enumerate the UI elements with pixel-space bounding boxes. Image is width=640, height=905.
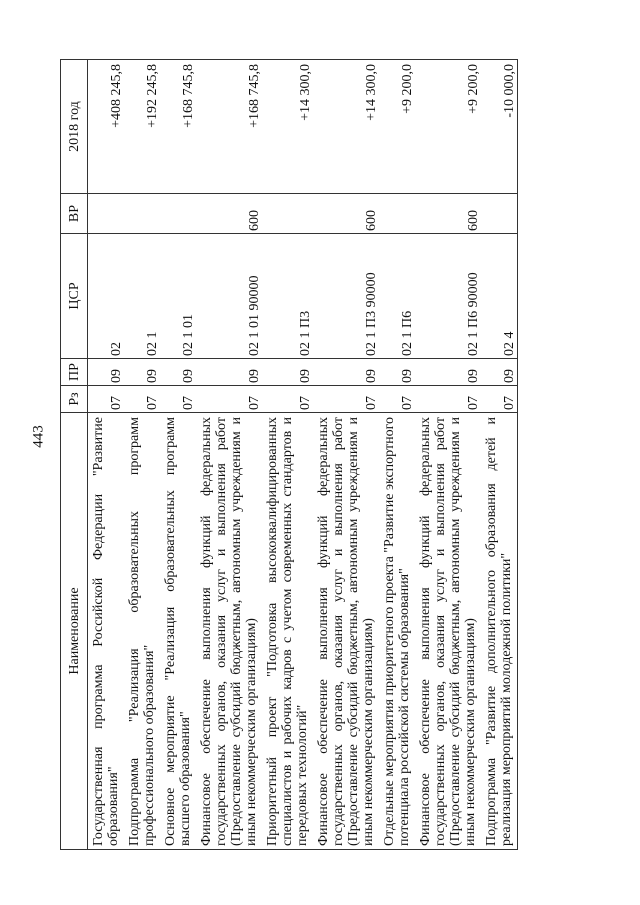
row-pr <box>196 359 262 386</box>
row-csr <box>262 234 313 359</box>
header-rz: Рз <box>61 386 88 413</box>
row-name-text: Финансовое обеспечение выполнения функций федеральных государственных органов, оказания услуг и выполнения работ (Предоставление субсидий бюджетным, автономным учреждениям и иным некоммерческим организациям) <box>316 417 376 846</box>
row-rz <box>415 386 481 413</box>
row-rz <box>124 386 160 413</box>
row-csr <box>379 234 415 359</box>
row-rz <box>481 386 518 413</box>
header-vr: ВР <box>61 194 88 234</box>
table-row <box>160 60 196 850</box>
row-csr-text: 02 1 П6 90000 <box>466 272 481 356</box>
budget-table-container <box>60 60 600 850</box>
table-row <box>415 60 481 850</box>
row-amount <box>481 60 518 194</box>
row-name <box>481 413 518 850</box>
row-vr-text: 600 <box>466 210 481 231</box>
row-name-text: Подпрограмма "Реализация образовательных программ профессионального образования" <box>127 417 157 846</box>
row-pr-text: 09 <box>181 369 196 383</box>
header-csr: ЦСР <box>61 234 88 359</box>
row-vr <box>379 194 415 234</box>
row-amount <box>262 60 313 194</box>
row-csr <box>124 234 160 359</box>
row-csr-text: 02 1 П6 <box>400 310 415 356</box>
row-rz <box>262 386 313 413</box>
row-pr <box>88 359 125 386</box>
table-row <box>88 60 125 850</box>
row-rz-text: 07 <box>181 396 196 410</box>
row-pr <box>313 359 379 386</box>
row-amount-text: +9 200,0 <box>400 64 415 114</box>
table-row <box>313 60 379 850</box>
row-pr-text: 09 <box>145 369 160 383</box>
row-name-text: Государственная программа Российской Федерации "Развитие образования" <box>91 417 121 846</box>
row-csr <box>415 234 481 359</box>
row-name <box>379 413 415 850</box>
table-row <box>379 60 415 850</box>
page-number: 443 <box>30 425 47 448</box>
row-amount-text: +9 200,0 <box>466 64 481 114</box>
header-pr: ПР <box>61 359 88 386</box>
row-csr-text: 02 1 <box>145 331 160 356</box>
row-vr <box>481 194 518 234</box>
row-vr <box>124 194 160 234</box>
row-amount-text: +408 245,8 <box>109 64 124 128</box>
row-name <box>262 413 313 850</box>
row-name <box>124 413 160 850</box>
row-csr-text: 02 <box>109 342 124 356</box>
row-pr <box>124 359 160 386</box>
row-pr <box>262 359 313 386</box>
row-rz-text: 07 <box>466 396 481 410</box>
row-amount-text: +168 745,8 <box>181 64 196 128</box>
row-csr-text: 02 1 П3 <box>298 310 313 356</box>
row-name <box>196 413 262 850</box>
table-row <box>262 60 313 850</box>
row-pr <box>481 359 518 386</box>
table-row <box>196 60 262 850</box>
table-header-row <box>61 60 88 850</box>
row-pr-text: 09 <box>247 369 262 383</box>
row-name-text: Финансовое обеспечение выполнения функций федеральных государственных органов, оказания услуг и выполнения работ (Предоставление субсидий бюджетным, автономным учреждениям и иным некоммерческим организациям) <box>418 417 478 846</box>
row-csr-text: 02 1 П3 90000 <box>364 272 379 356</box>
row-csr-text: 02 1 01 90000 <box>247 275 262 356</box>
row-name <box>415 413 481 850</box>
row-amount-text: +168 745,8 <box>247 64 262 128</box>
row-pr-text: 09 <box>364 369 379 383</box>
row-pr-text: 09 <box>502 369 517 383</box>
header-year: 2018 год <box>61 60 88 194</box>
row-csr <box>313 234 379 359</box>
row-amount <box>196 60 262 194</box>
row-name <box>160 413 196 850</box>
row-pr <box>379 359 415 386</box>
row-rz-text: 07 <box>109 396 124 410</box>
row-name-text: Отдельные мероприятия приоритетного проекта "Развитие экспортного потенциала российской системы образования" <box>382 417 412 846</box>
row-amount-text: +14 300,0 <box>364 64 379 121</box>
table-row <box>124 60 160 850</box>
row-vr-text: 600 <box>364 210 379 231</box>
row-pr-text: 09 <box>400 369 415 383</box>
row-name-text: Приоритетный проект "Подготовка высококвалифицированных специалистов и рабочих кадров с учетом современных стандартов и передовых технологий" <box>265 417 310 846</box>
row-pr <box>160 359 196 386</box>
row-csr <box>196 234 262 359</box>
budget-table <box>60 59 518 850</box>
row-pr-text: 09 <box>298 369 313 383</box>
row-pr-text: 09 <box>109 369 124 383</box>
row-rz-text: 07 <box>247 396 262 410</box>
row-name-text: Основное мероприятие "Реализация образовательных программ высшего образования" <box>163 417 193 846</box>
row-vr <box>88 194 125 234</box>
row-rz-text: 07 <box>145 396 160 410</box>
row-name-text: Подпрограмма "Развитие дополнительного образования детей и реализация мероприятий молодежной политики" <box>484 417 514 846</box>
row-csr-text: 02 1 01 <box>181 314 196 356</box>
row-vr <box>262 194 313 234</box>
row-vr <box>415 194 481 234</box>
row-vr-text: 600 <box>247 210 262 231</box>
row-rz <box>379 386 415 413</box>
row-rz-text: 07 <box>298 396 313 410</box>
row-rz <box>160 386 196 413</box>
row-name <box>313 413 379 850</box>
row-vr <box>196 194 262 234</box>
row-rz <box>196 386 262 413</box>
row-vr <box>313 194 379 234</box>
row-csr-text: 02 4 <box>502 331 517 356</box>
row-csr <box>88 234 125 359</box>
header-name: Наименование <box>61 413 88 850</box>
row-amount-text: +14 300,0 <box>298 64 313 121</box>
row-amount <box>88 60 125 194</box>
row-pr <box>415 359 481 386</box>
row-vr <box>160 194 196 234</box>
row-rz-text: 07 <box>364 396 379 410</box>
row-amount <box>313 60 379 194</box>
row-amount-text: +192 245,8 <box>145 64 160 128</box>
row-name-text: Финансовое обеспечение выполнения функций федеральных государственных органов, оказания услуг и выполнения работ (Предоставление субсидий бюджетным, автономным учреждениям и иным некоммерческим организациям) <box>199 417 259 846</box>
row-amount <box>124 60 160 194</box>
row-rz <box>313 386 379 413</box>
row-csr <box>481 234 518 359</box>
row-amount <box>379 60 415 194</box>
table-row <box>481 60 518 850</box>
row-amount <box>160 60 196 194</box>
row-rz <box>88 386 125 413</box>
row-rz-text: 07 <box>400 396 415 410</box>
row-rz-text: 07 <box>502 396 517 410</box>
row-pr-text: 09 <box>466 369 481 383</box>
row-csr <box>160 234 196 359</box>
row-amount <box>415 60 481 194</box>
row-amount-text: -10 000,0 <box>502 64 517 118</box>
row-name <box>88 413 125 850</box>
